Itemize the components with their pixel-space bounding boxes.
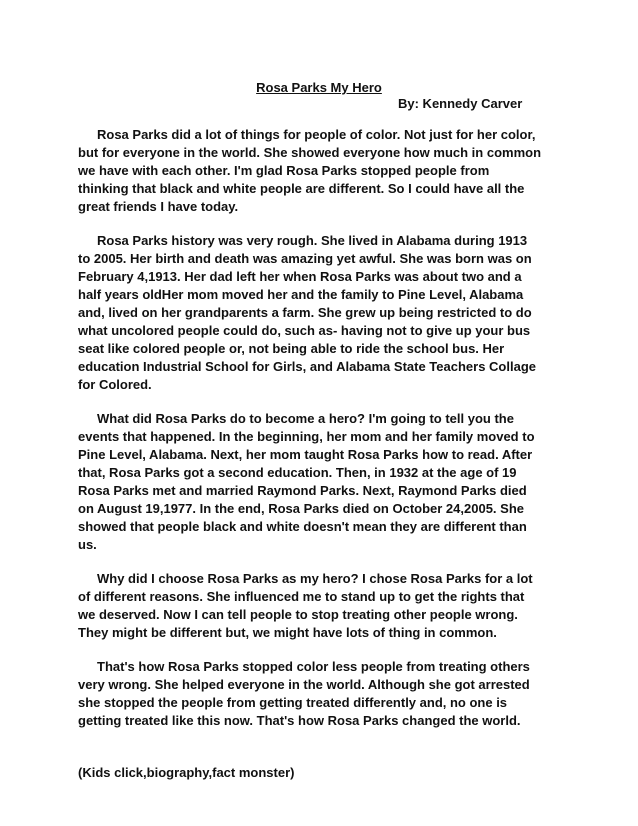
paragraph-line: great friends I have today. (78, 199, 239, 214)
paragraph-line: she stopped the people from getting treated differently and, no one is (78, 695, 508, 710)
paragraph-line: us. (78, 537, 97, 552)
paragraph-line: on August 19,1977. In the end, Rosa Parks died on October 24,2005. She (78, 501, 524, 516)
paragraph-line: of different reasons. She influenced me to stand up to get the rights that (78, 589, 525, 604)
paragraph-line: events that happened. In the beginning, her mom and her family moved to (78, 429, 535, 444)
paragraph-line: education Industrial School for Girls, and Alabama State Teachers Collage (78, 359, 536, 374)
paragraph-line: for Colored. (78, 377, 152, 392)
paragraph (78, 658, 562, 730)
paragraph-line: getting treated like this now. That's how Rosa Parks changed the world. (78, 713, 521, 728)
paragraph-line: but for everyone in the world. She showed everyone how much in common (78, 145, 542, 160)
paragraph-line: what uncolored people could do, such as- having not to give up your bus (78, 323, 531, 338)
paragraph-line: Rosa Parks history was very rough. She lived in Alabama during 1913 (97, 233, 528, 248)
paragraph-line: February 4,1913. Her dad left her when Rosa Parks was about two and a (78, 269, 522, 284)
paragraph-line: Rosa Parks did a lot of things for people of color. Not just for her color, (97, 127, 536, 142)
paragraph-line: that, Rosa Parks got a second education. Then, in 1932 at the age of 19 (78, 465, 517, 480)
paragraph-line: to 2005. Her birth and death was amazing yet awful. She was born was on (78, 251, 532, 266)
paragraph (78, 126, 562, 216)
paragraph-line: Pine Level, Alabama. Next, her mom taught Rosa Parks how to read. After (78, 447, 533, 462)
paragraph-line: What did Rosa Parks do to become a hero? I'm going to tell you the (97, 411, 514, 426)
paragraph-line: showed that people black and white doesn't mean they are different than (78, 519, 527, 534)
sources-citation: (Kids click,biography,fact monster) (78, 765, 295, 780)
paragraph (78, 232, 562, 394)
paragraph-line: seat like colored people or, not being able to ride the school bus. Her (78, 341, 505, 356)
document-author: By: Kennedy Carver (398, 96, 523, 111)
paragraph-list (78, 126, 562, 730)
paragraph-line: thinking that black and white people are different. So I could have all the (78, 181, 525, 196)
paragraph-line: Why did I choose Rosa Parks as my hero? I chose Rosa Parks for a lot (97, 571, 533, 586)
document-body (78, 126, 562, 782)
paragraph (78, 570, 562, 642)
paragraph-line: and, lived on her grandparents a farm. She grew up being restricted to do (78, 305, 532, 320)
paragraph-line: That's how Rosa Parks stopped color less people from treating others (97, 659, 530, 674)
document-title: Rosa Parks My Hero (256, 80, 382, 95)
paragraph (78, 410, 562, 554)
paragraph-line: we deserved. Now I can tell people to stop treating other people wrong. (78, 607, 518, 622)
paragraph-line: They might be different but, we might have lots of thing in common. (78, 625, 497, 640)
paragraph-line: Rosa Parks met and married Raymond Parks. Next, Raymond Parks died (78, 483, 527, 498)
paragraph-line: half years oldHer mom moved her and the family to Pine Level, Alabama (78, 287, 524, 302)
paragraph-line: we have with each other. I'm glad Rosa Parks stopped people from (78, 163, 490, 178)
paragraph-line: very wrong. She helped everyone in the world. Although she got arrested (78, 677, 530, 692)
